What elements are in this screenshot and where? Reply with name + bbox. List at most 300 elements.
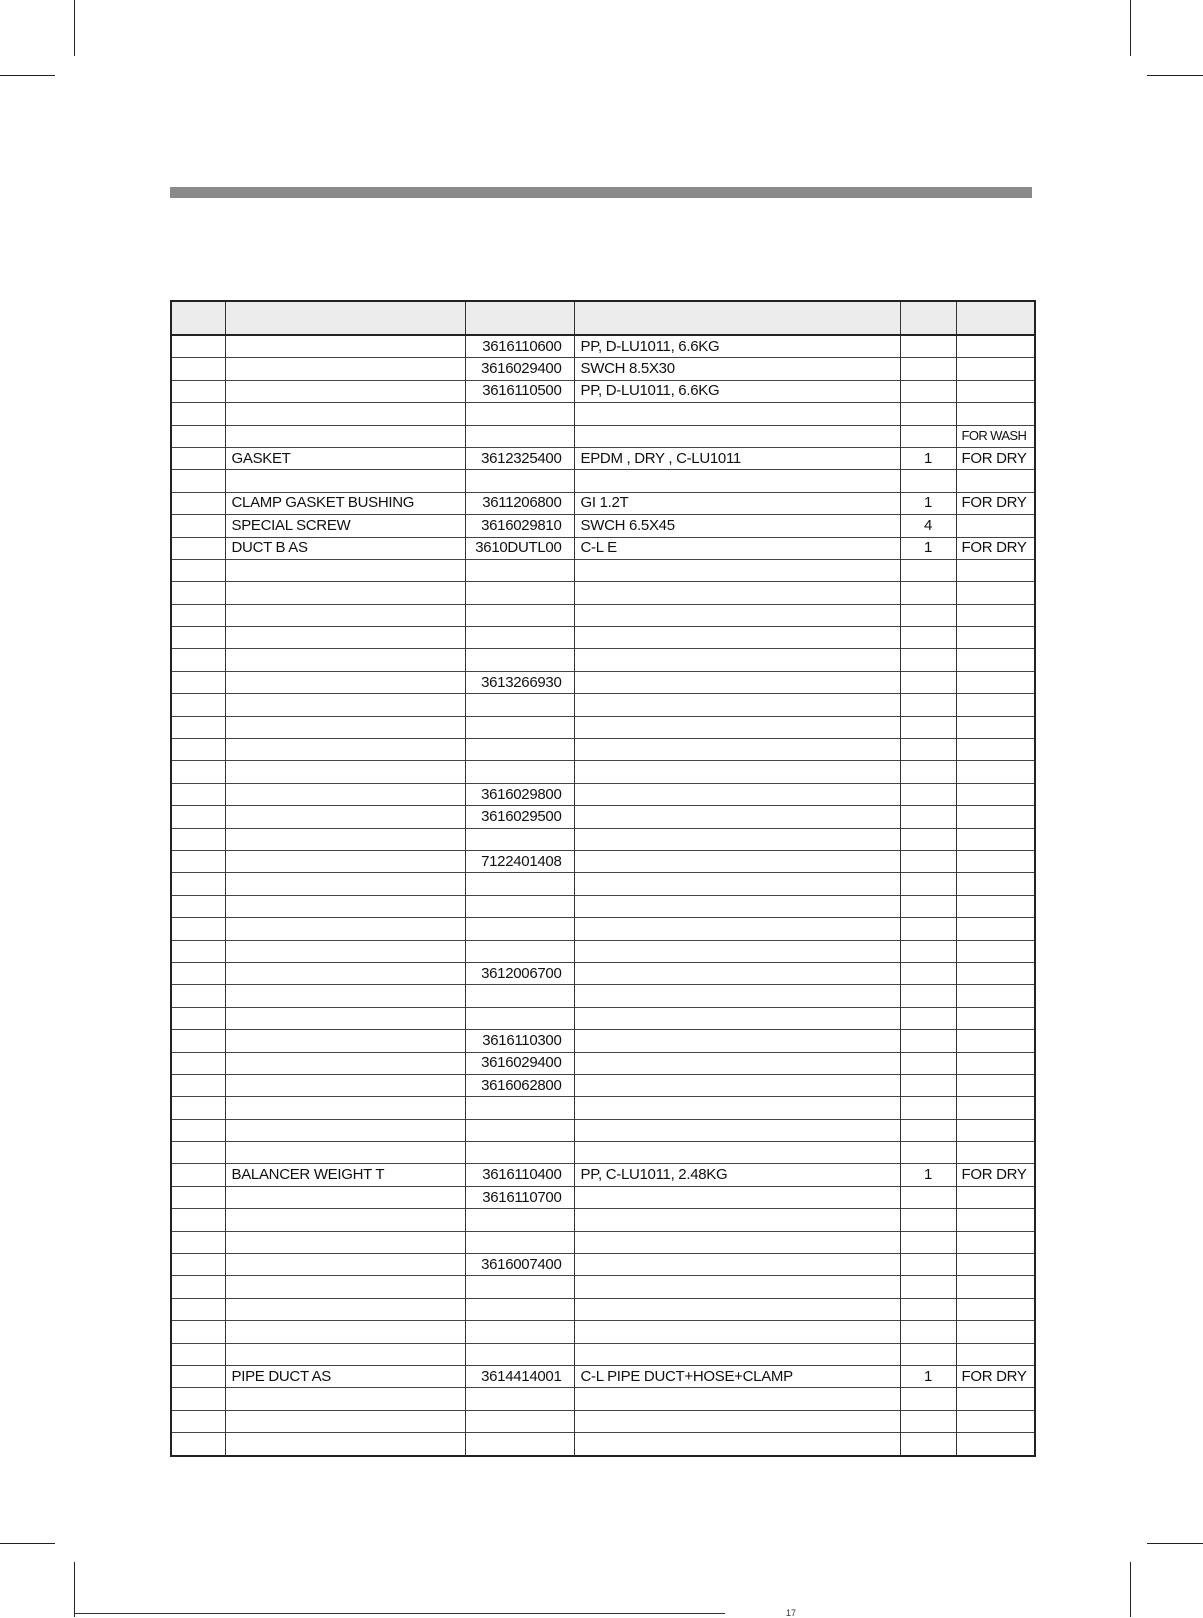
- cell-qty: [900, 1209, 956, 1231]
- cell-spec: PP, D-LU1011, 6.6KG: [574, 335, 900, 358]
- cell-part-name: [225, 604, 465, 626]
- cell-qty: 4: [900, 515, 956, 537]
- cell-part-code: [465, 1119, 574, 1141]
- cell-spec: EPDM , DRY , C-LU1011: [574, 447, 900, 469]
- cell-spec: C-L E: [574, 537, 900, 559]
- cell-part-name: SPECIAL SCREW: [225, 515, 465, 537]
- cell-qty: [900, 895, 956, 917]
- cell-part-name: [225, 918, 465, 940]
- table-row: [171, 1298, 1035, 1320]
- crop-mark-top-right-vertical: [1130, 0, 1131, 56]
- cell-spec: [574, 1254, 900, 1276]
- cell-part-name: [225, 671, 465, 693]
- cell-part-code: [465, 1433, 574, 1456]
- cell-part-code: [465, 403, 574, 425]
- cell-qty: [900, 918, 956, 940]
- cell-qty: [900, 559, 956, 581]
- cell-spec: [574, 873, 900, 895]
- cell-remark: [956, 806, 1035, 828]
- cell-part-code: [465, 694, 574, 716]
- cell-part-name: [225, 1186, 465, 1208]
- table-row: [171, 1388, 1035, 1410]
- cell-remark: [956, 470, 1035, 492]
- cell-qty: [900, 761, 956, 783]
- cell-spec: [574, 1030, 900, 1052]
- cell-part-name: [225, 1433, 465, 1456]
- cell-part-name: [225, 627, 465, 649]
- cell-remark: [956, 962, 1035, 984]
- cell-remark: [956, 985, 1035, 1007]
- cell-spec: [574, 850, 900, 872]
- cell-no: [171, 582, 225, 604]
- cell-remark: [956, 1298, 1035, 1320]
- cell-qty: [900, 962, 956, 984]
- cell-qty: [900, 1231, 956, 1253]
- cell-remark: [956, 783, 1035, 805]
- cell-qty: [900, 627, 956, 649]
- table-row: [171, 335, 1035, 358]
- cell-spec: SWCH 8.5X30: [574, 358, 900, 380]
- cell-part-name: PIPE DUCT AS: [225, 1365, 465, 1387]
- cell-part-name: [225, 380, 465, 402]
- cell-remark: [956, 716, 1035, 738]
- cell-no: [171, 1388, 225, 1410]
- cell-no: [171, 1052, 225, 1074]
- cell-remark: [956, 1321, 1035, 1343]
- cell-no: [171, 1209, 225, 1231]
- cell-no: [171, 1007, 225, 1029]
- crop-mark-bottom-right-horizontal: [1147, 1543, 1203, 1544]
- cell-remark: [956, 1276, 1035, 1298]
- cell-remark: [956, 358, 1035, 380]
- table-row: [171, 1209, 1035, 1231]
- cell-part-code: 3616062800: [465, 1074, 574, 1096]
- cell-part-code: [465, 1321, 574, 1343]
- table-row: [171, 559, 1035, 581]
- cell-qty: [900, 1030, 956, 1052]
- cell-no: [171, 739, 225, 761]
- cell-spec: [574, 559, 900, 581]
- cell-qty: 1: [900, 492, 956, 514]
- cell-part-name: [225, 403, 465, 425]
- cell-no: [171, 1410, 225, 1432]
- table-row: [171, 1142, 1035, 1164]
- cell-remark: [956, 1030, 1035, 1052]
- cell-no: [171, 1321, 225, 1343]
- cell-part-code: [465, 1388, 574, 1410]
- cell-part-code: [465, 1097, 574, 1119]
- cell-part-code: [465, 873, 574, 895]
- cell-part-code: 3616110400: [465, 1164, 574, 1186]
- cell-remark: [956, 604, 1035, 626]
- cell-spec: [574, 1209, 900, 1231]
- cell-no: [171, 447, 225, 469]
- cell-no: [171, 828, 225, 850]
- cell-no: [171, 537, 225, 559]
- cell-part-name: DUCT B AS: [225, 537, 465, 559]
- cell-part-name: [225, 694, 465, 716]
- cell-part-name: [225, 1142, 465, 1164]
- cell-qty: [900, 380, 956, 402]
- cell-part-name: [225, 1276, 465, 1298]
- table-row: [171, 806, 1035, 828]
- cell-qty: [900, 1007, 956, 1029]
- section-header-bar: [170, 187, 1032, 198]
- cell-spec: GI 1.2T: [574, 492, 900, 514]
- table-row: [171, 895, 1035, 917]
- table-row: [171, 1321, 1035, 1343]
- cell-no: [171, 559, 225, 581]
- cell-part-code: [465, 1231, 574, 1253]
- cell-part-code: 3616110500: [465, 380, 574, 402]
- crop-mark-bottom-left-horizontal: [0, 1543, 55, 1544]
- cell-part-code: 3616029400: [465, 1052, 574, 1074]
- cell-no: [171, 940, 225, 962]
- parts-list-table: [170, 300, 1036, 1457]
- cell-spec: [574, 627, 900, 649]
- cell-spec: [574, 403, 900, 425]
- cell-part-code: [465, 470, 574, 492]
- header-cell-remark: [956, 301, 1035, 335]
- header-cell-qty: [900, 301, 956, 335]
- cell-spec: [574, 783, 900, 805]
- cell-part-code: [465, 739, 574, 761]
- table-row: [171, 358, 1035, 380]
- cell-part-name: [225, 940, 465, 962]
- cell-remark: [956, 649, 1035, 671]
- cell-spec: [574, 582, 900, 604]
- cell-spec: [574, 1074, 900, 1096]
- cell-part-code: [465, 918, 574, 940]
- cell-part-name: [225, 1410, 465, 1432]
- cell-part-name: [225, 470, 465, 492]
- cell-part-name: [225, 806, 465, 828]
- cell-remark: [956, 671, 1035, 693]
- cell-qty: [900, 470, 956, 492]
- cell-part-code: 3613266930: [465, 671, 574, 693]
- table-row: [171, 828, 1035, 850]
- cell-spec: [574, 1388, 900, 1410]
- cell-part-name: [225, 895, 465, 917]
- cell-part-code: [465, 559, 574, 581]
- cell-qty: [900, 1052, 956, 1074]
- cell-part-code: [465, 582, 574, 604]
- cell-no: [171, 1298, 225, 1320]
- cell-part-code: 3616029500: [465, 806, 574, 828]
- cell-qty: [900, 1276, 956, 1298]
- cell-part-name: [225, 1097, 465, 1119]
- cell-remark: FOR DRY: [956, 447, 1035, 469]
- cell-spec: [574, 1142, 900, 1164]
- cell-spec: [574, 918, 900, 940]
- cell-qty: [900, 1343, 956, 1365]
- cell-part-name: [225, 783, 465, 805]
- cell-spec: [574, 1007, 900, 1029]
- cell-spec: [574, 1097, 900, 1119]
- cell-qty: 1: [900, 1365, 956, 1387]
- table-row: [171, 1410, 1035, 1432]
- page-number: 17: [786, 1608, 797, 1618]
- cell-qty: [900, 1074, 956, 1096]
- cell-remark: [956, 828, 1035, 850]
- cell-qty: 1: [900, 447, 956, 469]
- cell-part-name: [225, 985, 465, 1007]
- cell-spec: [574, 985, 900, 1007]
- table-row: [171, 962, 1035, 984]
- cell-spec: [574, 1343, 900, 1365]
- table-row: [171, 873, 1035, 895]
- crop-mark-bottom-right-vertical: [1130, 1562, 1131, 1617]
- table-row: [171, 604, 1035, 626]
- cell-spec: [574, 739, 900, 761]
- table-row: [171, 425, 1035, 447]
- cell-spec: [574, 694, 900, 716]
- cell-qty: [900, 716, 956, 738]
- table-row: [171, 1007, 1035, 1029]
- cell-no: [171, 1433, 225, 1456]
- table-row: [171, 447, 1035, 469]
- cell-part-code: 3616110600: [465, 335, 574, 358]
- cell-part-name: [225, 761, 465, 783]
- cell-no: [171, 694, 225, 716]
- cell-part-code: [465, 1276, 574, 1298]
- cell-spec: [574, 1052, 900, 1074]
- cell-no: [171, 515, 225, 537]
- cell-part-name: [225, 1254, 465, 1276]
- table-row: [171, 671, 1035, 693]
- cell-part-code: [465, 425, 574, 447]
- cell-part-name: CLAMP GASKET BUSHING: [225, 492, 465, 514]
- cell-remark: [956, 1142, 1035, 1164]
- cell-spec: PP, C-LU1011, 2.48KG: [574, 1164, 900, 1186]
- cell-no: [171, 380, 225, 402]
- cell-part-name: [225, 873, 465, 895]
- crop-mark-top-right-horizontal: [1147, 75, 1203, 76]
- cell-remark: [956, 1097, 1035, 1119]
- table-row: [171, 1097, 1035, 1119]
- cell-part-code: 7122401408: [465, 850, 574, 872]
- cell-part-name: [225, 1209, 465, 1231]
- cell-no: [171, 403, 225, 425]
- cell-remark: [956, 1254, 1035, 1276]
- cell-remark: [956, 515, 1035, 537]
- cell-part-code: 3616029800: [465, 783, 574, 805]
- cell-no: [171, 806, 225, 828]
- cell-spec: [574, 1186, 900, 1208]
- crop-mark-top-left-horizontal: [0, 75, 55, 76]
- cell-no: [171, 649, 225, 671]
- table-row: [171, 716, 1035, 738]
- cell-qty: [900, 1186, 956, 1208]
- cell-spec: [574, 649, 900, 671]
- cell-remark: [956, 1007, 1035, 1029]
- cell-qty: [900, 739, 956, 761]
- cell-remark: [956, 1231, 1035, 1253]
- cell-remark: [956, 1410, 1035, 1432]
- cell-qty: [900, 694, 956, 716]
- cell-no: [171, 425, 225, 447]
- cell-remark: [956, 895, 1035, 917]
- cell-remark: [956, 761, 1035, 783]
- cell-remark: FOR DRY: [956, 1164, 1035, 1186]
- cell-part-code: 3612006700: [465, 962, 574, 984]
- cell-part-code: [465, 1209, 574, 1231]
- cell-qty: [900, 671, 956, 693]
- cell-part-name: [225, 425, 465, 447]
- cell-qty: [900, 1433, 956, 1456]
- table-row: [171, 649, 1035, 671]
- table-row: [171, 783, 1035, 805]
- cell-no: [171, 1119, 225, 1141]
- cell-no: [171, 1343, 225, 1365]
- cell-remark: [956, 403, 1035, 425]
- cell-spec: [574, 828, 900, 850]
- cell-no: [171, 1231, 225, 1253]
- cell-qty: [900, 1142, 956, 1164]
- cell-part-code: 3611206800: [465, 492, 574, 514]
- cell-no: [171, 783, 225, 805]
- cell-part-name: [225, 559, 465, 581]
- cell-no: [171, 918, 225, 940]
- cell-no: [171, 1276, 225, 1298]
- cell-no: [171, 873, 225, 895]
- cell-part-code: 3610DUTL00: [465, 537, 574, 559]
- cell-part-name: [225, 716, 465, 738]
- table-row: [171, 582, 1035, 604]
- cell-qty: [900, 1097, 956, 1119]
- cell-qty: [900, 1410, 956, 1432]
- cell-no: [171, 850, 225, 872]
- cell-part-name: BALANCER WEIGHT T: [225, 1164, 465, 1186]
- cell-part-name: [225, 1231, 465, 1253]
- cell-spec: [574, 671, 900, 693]
- cell-part-code: [465, 895, 574, 917]
- table-row: [171, 1186, 1035, 1208]
- cell-spec: [574, 940, 900, 962]
- cell-remark: [956, 1052, 1035, 1074]
- header-cell-part-code: [465, 301, 574, 335]
- cell-remark: [956, 739, 1035, 761]
- cell-part-name: [225, 335, 465, 358]
- cell-part-name: [225, 649, 465, 671]
- cell-part-code: 3614414001: [465, 1365, 574, 1387]
- table-row: [171, 985, 1035, 1007]
- cell-remark: [956, 1388, 1035, 1410]
- cell-qty: [900, 335, 956, 358]
- cell-no: [171, 1074, 225, 1096]
- table-row: [171, 1343, 1035, 1365]
- cell-part-name: GASKET: [225, 447, 465, 469]
- header-cell-spec: [574, 301, 900, 335]
- table-row: [171, 1231, 1035, 1253]
- cell-part-code: [465, 604, 574, 626]
- cell-qty: 1: [900, 537, 956, 559]
- header-cell-no: [171, 301, 225, 335]
- cell-qty: [900, 1388, 956, 1410]
- cell-spec: [574, 895, 900, 917]
- table-row: [171, 940, 1035, 962]
- cell-qty: 1: [900, 1164, 956, 1186]
- table-row: [171, 1074, 1035, 1096]
- cell-remark: [956, 559, 1035, 581]
- cell-part-name: [225, 1052, 465, 1074]
- crop-mark-bottom-left-vertical: [74, 1562, 75, 1617]
- table-row: [171, 1052, 1035, 1074]
- cell-part-code: 3612325400: [465, 447, 574, 469]
- table-row: [171, 739, 1035, 761]
- table-row: [171, 403, 1035, 425]
- cell-part-name: [225, 1321, 465, 1343]
- cell-no: [171, 1186, 225, 1208]
- cell-no: [171, 335, 225, 358]
- cell-spec: [574, 1119, 900, 1141]
- cell-no: [171, 985, 225, 1007]
- table-row: [171, 380, 1035, 402]
- cell-spec: [574, 1321, 900, 1343]
- cell-remark: [956, 873, 1035, 895]
- table-row: [171, 537, 1035, 559]
- cell-part-code: [465, 1410, 574, 1432]
- cell-part-code: [465, 1298, 574, 1320]
- parts-table-body: [171, 335, 1035, 1456]
- cell-part-code: [465, 1343, 574, 1365]
- cell-no: [171, 627, 225, 649]
- cell-remark: [956, 940, 1035, 962]
- table-row: [171, 918, 1035, 940]
- table-row: [171, 1119, 1035, 1141]
- cell-part-code: 3616110700: [465, 1186, 574, 1208]
- cell-part-code: [465, 1142, 574, 1164]
- cell-remark: [956, 627, 1035, 649]
- cell-no: [171, 716, 225, 738]
- header-cell-part-name: [225, 301, 465, 335]
- cell-qty: [900, 604, 956, 626]
- cell-spec: PP, D-LU1011, 6.6KG: [574, 380, 900, 402]
- cell-remark: [956, 1074, 1035, 1096]
- cell-remark: FOR DRY: [956, 537, 1035, 559]
- cell-remark: [956, 1343, 1035, 1365]
- cell-no: [171, 470, 225, 492]
- cell-qty: [900, 985, 956, 1007]
- table-row: [171, 850, 1035, 872]
- cell-qty: [900, 403, 956, 425]
- cell-spec: [574, 761, 900, 783]
- cell-part-code: [465, 940, 574, 962]
- table-row: [171, 1164, 1035, 1186]
- cell-no: [171, 492, 225, 514]
- cell-qty: [900, 425, 956, 447]
- cell-part-code: [465, 716, 574, 738]
- cell-qty: [900, 873, 956, 895]
- cell-qty: [900, 582, 956, 604]
- table-row: [171, 1254, 1035, 1276]
- cell-spec: C-L PIPE DUCT+HOSE+CLAMP: [574, 1365, 900, 1387]
- cell-part-code: 3616110300: [465, 1030, 574, 1052]
- cell-remark: [956, 1209, 1035, 1231]
- cell-remark: [956, 1186, 1035, 1208]
- cell-part-code: 3616007400: [465, 1254, 574, 1276]
- cell-qty: [900, 1298, 956, 1320]
- cell-remark: [956, 1119, 1035, 1141]
- cell-remark: [956, 380, 1035, 402]
- cell-part-code: [465, 761, 574, 783]
- cell-part-name: [225, 1298, 465, 1320]
- cell-qty: [900, 358, 956, 380]
- cell-qty: [900, 1254, 956, 1276]
- cell-part-name: [225, 1388, 465, 1410]
- table-row: [171, 1433, 1035, 1456]
- cell-spec: [574, 806, 900, 828]
